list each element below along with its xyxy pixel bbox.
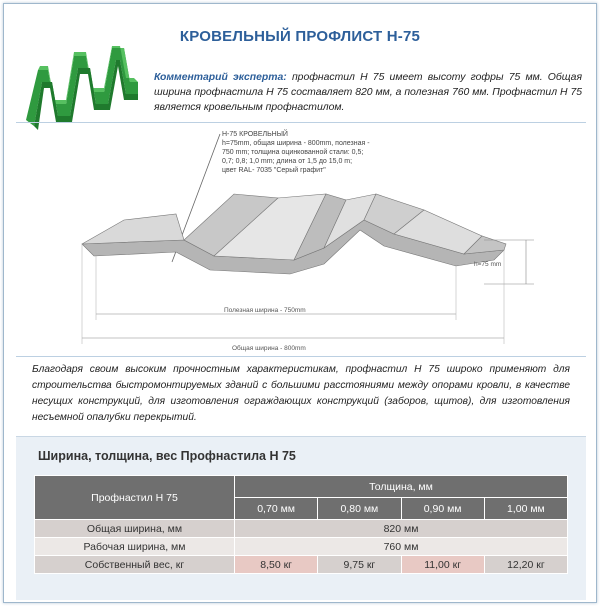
table-row bbox=[35, 538, 568, 556]
callout-line: Н-75 КРОВЕЛЬНЫЙ bbox=[222, 131, 288, 138]
weight-cell: 9,75 кг bbox=[318, 556, 401, 574]
table-header-left: Профнастил Н 75 bbox=[35, 476, 235, 520]
callout-line: h=75mm, общая ширина - 800mm, полезная - bbox=[222, 140, 370, 147]
page-title: КРОВЕЛЬНЫЙ ПРОФЛИСТ Н-75 bbox=[179, 28, 421, 45]
table-header-group: Толщина, мм bbox=[235, 476, 568, 498]
expert-comment bbox=[154, 70, 582, 115]
row-label: Рабочая ширина, мм bbox=[35, 538, 235, 556]
callout-line: 0,7; 0,8; 1,0 mm; длина от 1,5 до 15,0 m; bbox=[222, 158, 353, 165]
row-label: Собственный вес, кг bbox=[35, 556, 235, 574]
divider bbox=[16, 356, 586, 357]
profile-drawing bbox=[64, 124, 564, 360]
expert-comment-text: профнастил Н 75 имеет высоту гофры 75 мм. Общая ширина профнастила Н 75 составляет 820 мм, а полезная 760 мм. Профнастил Н 75 является кровельным профнастилом. bbox=[154, 72, 582, 113]
thickness-header: 1,00 мм bbox=[484, 498, 567, 520]
thickness-header: 0,90 мм bbox=[401, 498, 484, 520]
spec-table bbox=[34, 475, 568, 574]
thickness-header: 0,80 мм bbox=[318, 498, 401, 520]
page-frame bbox=[3, 3, 597, 603]
row-label: Общая ширина, мм bbox=[35, 520, 235, 538]
divider bbox=[16, 122, 586, 123]
weight-cell: 11,00 кг bbox=[401, 556, 484, 574]
spec-section bbox=[16, 436, 586, 600]
thickness-header: 0,70 мм bbox=[235, 498, 318, 520]
description-paragraph: Благодаря своим высоким прочностным характеристикам, профнастил Н 75 широко применяют для строительства быстромонтируемых зданий с большими расстояниями между опорами кровли, в качестве несущих конструкций, для изготовления ограждающих конструкций (заборов, щитов), для изготовления несъемной опалубки перекрытий. bbox=[32, 364, 570, 423]
callout-line: цвет RAL- 7035 "Серый графит" bbox=[222, 167, 326, 174]
weight-cell: 8,50 кг bbox=[235, 556, 318, 574]
callout-line: 750 mm; толщина оцинкованной стали: 0,5; bbox=[222, 149, 364, 156]
useful-width-label: Полезная ширина - 750mm bbox=[224, 307, 306, 314]
table-title: Ширина, толщина, вес Профнастила Н 75 bbox=[38, 449, 296, 463]
row-value: 760 мм bbox=[235, 538, 568, 556]
profile-sheet-face bbox=[82, 214, 184, 244]
green-profile-sheet-icon bbox=[22, 42, 142, 132]
table-row bbox=[35, 556, 568, 574]
weight-cell: 12,20 кг bbox=[484, 556, 567, 574]
total-width-label: Общая ширина - 800mm bbox=[232, 345, 306, 352]
row-value: 820 мм bbox=[235, 520, 568, 538]
expert-comment-label: Комментарий эксперта: bbox=[154, 72, 287, 83]
table-row bbox=[35, 520, 568, 538]
height-label: h=75 mm bbox=[474, 261, 502, 268]
